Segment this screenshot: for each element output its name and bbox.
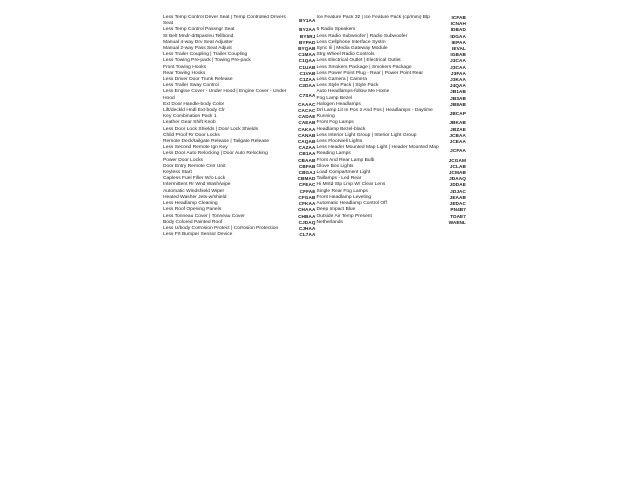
option-code: CBGAJ <box>298 170 316 176</box>
option-row <box>163 89 316 101</box>
option-code: WAENL <box>448 219 466 225</box>
option-row <box>317 108 467 120</box>
option-code: CBAAB <box>298 157 316 163</box>
option-description: Less Style Pack | Style Pack <box>316 83 379 89</box>
option-description: Remote Deck/tailgate Release | Tailgate Release <box>163 139 270 145</box>
option-code: BY5RJ <box>299 33 316 39</box>
option-description: Glove Box Lights <box>316 163 354 169</box>
option-code: J4QAA <box>449 83 466 89</box>
option-code: CHBAA <box>298 213 316 219</box>
option-code: JCBAA <box>449 132 466 138</box>
option-description: Automatic Headlamp Control Off <box>316 201 387 207</box>
option-description: Less Trailer Coupling | Trailer Coupling <box>163 52 248 58</box>
option-description: Rear Towing Hooks <box>163 70 206 76</box>
option-code: IDBAD <box>450 27 466 33</box>
option-code: JDJAC <box>450 188 466 194</box>
option-description: Automatic Windshield Wiper <box>163 188 225 194</box>
option-code: C1UAB <box>298 64 316 70</box>
option-code: CAZAA <box>298 145 316 151</box>
option-code: JCFAA <box>450 148 466 154</box>
option-code: C1ZAA <box>299 77 316 83</box>
option-code: JDDAE <box>449 182 466 188</box>
option-code: IDGAA <box>450 33 466 39</box>
option-code: CANAB <box>298 132 316 138</box>
option-code: JCEAA <box>449 139 466 145</box>
option-code: J3CAA <box>450 58 466 64</box>
option-description: Less Floorwell Lights <box>316 139 363 145</box>
option-description: Manual 4-way Drv Seat Adjuster <box>163 39 233 45</box>
option-code: ICFAB <box>451 15 466 20</box>
option-description: Intermittent Rr Wnd Wash/wipe <box>163 182 231 188</box>
option-description: Sync Iii | Media Gateway Module <box>316 46 388 52</box>
option-description: Less Door Lock Shields | Door Lock Shields <box>163 126 259 132</box>
option-row <box>317 220 467 226</box>
option-row <box>163 232 316 238</box>
option-description: Capless Fuel Filler W/o Lock <box>163 176 226 182</box>
option-code: C7SAA <box>299 92 316 98</box>
option-description: Less Trailer Sway Control <box>163 83 219 89</box>
option-code: CAQAB <box>297 139 316 145</box>
option-description: Body Colored Painted Roof <box>163 219 223 225</box>
option-code: TDAE7 <box>450 213 466 219</box>
option-description: Less Smokers Package | Smokers Package <box>316 64 412 70</box>
option-code: ICNAH <box>450 21 466 27</box>
option-description: Deep Impact Blue <box>316 207 356 213</box>
option-code: CFGAB <box>298 194 316 200</box>
option-description: St Belt Mndr-drBpas/eu Tellbond <box>163 33 234 39</box>
option-code: IEPAA <box>451 39 466 45</box>
option-description: Halogen Headlamps <box>316 101 361 107</box>
option-description: Ext Door Handle-body Color <box>163 101 225 107</box>
option-code: C1MAA <box>298 52 316 58</box>
option-description: Less Cellphone Interface Systm <box>316 39 386 45</box>
option-code: JB3AB <box>450 95 466 101</box>
option-description: Front Fog Lamps <box>316 120 354 126</box>
option-description: Less U/body Corrosion Protect | Corrosion Protection <box>163 225 279 231</box>
option-description: Less Electrical Outlet | Electrical Outlet <box>316 58 401 64</box>
option-description: Outside Air Temp Present <box>316 213 372 219</box>
option-code: IEVAL <box>452 46 466 52</box>
option-description: Hi Mntd Stp Lmp W/ Clear Lens <box>316 182 386 188</box>
option-description: 6 Radio Speakers <box>316 27 356 33</box>
option-description: Door Entry Remote Cntr Unit <box>163 163 226 169</box>
option-code: CBFAB <box>298 163 316 169</box>
option-description: Less Driver Door Trunk Release <box>163 77 233 83</box>
option-description: Less Tonneau Cover | Tonneau Cover <box>163 213 245 219</box>
option-code: CJHAA <box>298 225 316 231</box>
option-description: Taillamps - Led Rear <box>316 176 362 182</box>
option-code: JCLAB <box>449 163 466 169</box>
option-code: CADAE <box>298 114 316 120</box>
option-description: Leather Gear Shift Knob <box>163 120 216 126</box>
option-description: Less Door Auto Relocking | Door Auto Relocking <box>163 151 268 157</box>
option-code: CFKAA <box>298 201 316 207</box>
option-row <box>163 15 316 27</box>
option-row <box>317 145 467 157</box>
option-description: Less Power Point Plug - Rear | Power Point Rear <box>316 70 423 76</box>
option-code: BY2AA <box>299 27 316 33</box>
option-description: Less Radio Subwoofer | Radio Subwoofer <box>316 33 408 39</box>
option-description: Fog Lamp Bezel <box>316 95 353 101</box>
option-description: Heated Washer Jets-w/shield <box>163 194 227 200</box>
option-code: JB1AB <box>450 89 466 95</box>
option-description: Power Door Locks <box>163 157 203 163</box>
option-description: Keyless Start <box>163 170 192 176</box>
option-code: JCGAM <box>448 157 466 163</box>
option-description: Front And Rear Lamp Bulb <box>316 157 375 163</box>
option-code: CAEAB <box>298 120 316 126</box>
option-description: Front Towing Hooks <box>163 64 207 70</box>
option-description: Key Combination Pack 1 <box>163 114 217 120</box>
option-code: CJDAQ <box>298 219 316 225</box>
option-description: Netherlands <box>316 219 343 225</box>
option-description: Less Temp Control Passngr Seat <box>163 27 235 33</box>
option-description: Less Temp Control Driver Seat | Temp Controlled Drivers Seat <box>163 15 286 27</box>
option-description: Front Headlamp Leveling <box>316 194 372 200</box>
option-code: C2DAA <box>298 83 316 89</box>
option-code: CFEAC <box>298 182 316 188</box>
option-code: J3FAA <box>450 70 466 76</box>
option-code: CHAAA <box>298 207 316 213</box>
option-code: IGBAB <box>450 52 466 58</box>
option-description: Child Proof Rr Door Locks <box>163 132 220 138</box>
left-column <box>163 15 316 265</box>
option-code: JBKAB <box>449 120 466 126</box>
option-code: C1VAB <box>299 70 316 76</box>
option-code: C1QAA <box>298 58 316 64</box>
option-code: JCMAB <box>448 170 466 176</box>
option-code: CBMAD <box>297 176 316 182</box>
option-description: Less Towing Pre-pack | Towing Pre-pack <box>163 58 251 64</box>
option-description: Lift/deckld Hndl Ext-body Clr <box>163 108 225 114</box>
option-code: CAAAC <box>298 101 316 107</box>
option-description: Less Camera | Camera <box>316 77 367 83</box>
option-description: Less Frt Bumper Sensor Device <box>163 232 233 238</box>
option-code: JB8AB <box>450 101 466 107</box>
option-code: CFFAE <box>299 188 316 194</box>
option-description: Load Compartment Light <box>316 170 371 176</box>
option-code: JBCAP <box>449 111 466 117</box>
right-column <box>317 15 467 265</box>
option-code: CAKAA <box>298 126 316 132</box>
option-description: Less Interior Light Group | Interior Light Group <box>316 132 417 138</box>
option-code: JDAAQ <box>449 176 466 182</box>
option-code: JBZAE <box>450 126 466 132</box>
option-code: J3KAA <box>450 77 466 83</box>
option-code: JEAAB <box>449 194 466 200</box>
option-code: J3CAA <box>450 64 466 70</box>
option-code: CACAC <box>298 108 316 114</box>
option-description: Auto Headlamps-follow Me Home <box>316 89 390 95</box>
options-sheet <box>163 15 466 265</box>
option-description: Less Engine Cover - Under Hood | Engine Cover - Under Hood <box>163 89 287 101</box>
option-code: CL7AA <box>299 232 316 238</box>
option-code: BY1AA <box>299 18 316 24</box>
option-code: BYQAB <box>298 46 316 52</box>
option-code: CB1AA <box>298 151 316 157</box>
option-description: Manual 2-way Pass Seat Adjust <box>163 46 232 52</box>
option-description: Less Roof Opening Panels <box>163 207 222 213</box>
option-description: Strg Wheel Radio Controls <box>316 52 375 58</box>
option-code: PN4B7 <box>450 207 466 213</box>
option-code: BYPAD <box>298 39 316 45</box>
option-description: Single Rear Fog Lamps <box>316 188 368 194</box>
option-description: Ice Feature Pack 32 | Ice Feature Pack (cp/mini) Btp <box>316 15 431 20</box>
option-code: JEDAC <box>449 201 466 207</box>
option-description: Drl Lamp Lit In Pos 2 And Pos | Headlamps - Daytime Running <box>316 108 433 120</box>
option-description: Less Headlamp Cleaning <box>163 201 218 207</box>
option-description: Headlamp Bezel-black <box>316 126 366 132</box>
option-description: Less Second Remote Ign Key <box>163 145 228 151</box>
option-description: Less Header Mounted Map Light | Header Mounted Map Reading Lamps <box>316 145 439 157</box>
